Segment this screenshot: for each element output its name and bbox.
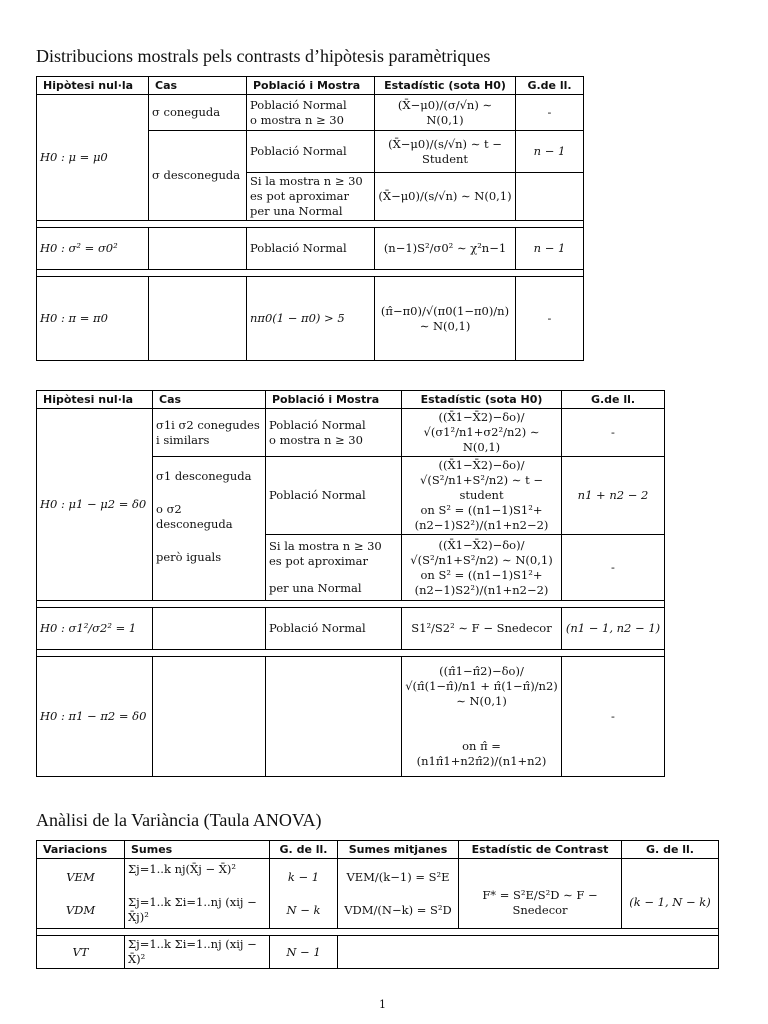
estadistic-chi2: (n−1)S²/σ0² ∼ χ²n−1: [375, 228, 516, 270]
cas-empty-2: [149, 228, 247, 270]
header-hipotesi-2: Hipòtesi nul·la: [37, 391, 153, 409]
header-gl-anova-2: G. de ll.: [622, 841, 719, 859]
header-cas-2: Cas: [153, 391, 266, 409]
sumes-vem-vdm: Σj=1..k nj(X̄j − X̄)² Σj=1..k Σi=1..nj (xij − X̄j)²: [125, 859, 270, 929]
gl-dash-2c: -: [562, 535, 665, 601]
poblacio-normal-2a: Població Normal o mostra n ≥ 30: [266, 409, 402, 457]
estadistic-z-approx: (X̄−μ0)/(s/√n) ∼ N(0,1): [375, 173, 516, 221]
header-estadistic: Estadístic (sota H0): [375, 77, 516, 95]
poblacio-normal-2b: Població Normal: [266, 457, 402, 535]
cas-sigmes-conegudes: σ1i σ2 conegudes i similars: [153, 409, 266, 457]
mitjanes-vem-vdm: VEM/(k−1) = S²E VDM/(N−k) = S²D: [338, 859, 459, 929]
header-cas: Cas: [149, 77, 247, 95]
header-gl-anova: G. de ll.: [270, 841, 338, 859]
gl-chi2: n − 1: [516, 228, 584, 270]
gl-f-anova: (k − 1, N − k): [622, 859, 719, 929]
gl-dash-1: -: [516, 95, 584, 131]
poblacio-normal-ratio: Població Normal: [266, 608, 402, 650]
h0-sigma: H0 : σ² = σ0²: [37, 228, 149, 270]
estadistic-proporcio: (π̂−π0)/√(π0(1−π0)/n) ∼ N(0,1): [375, 277, 516, 361]
mostra-gran-2: Si la mostra n ≥ 30 es pot aproximar per una Normal: [266, 535, 402, 601]
gl-dash-3: -: [516, 277, 584, 361]
poblacio-normal-1: Població Normal o mostra n ≥ 30: [247, 95, 375, 131]
gl-dash-2a: -: [562, 409, 665, 457]
estadistic-f: S1²/S2² ∼ F − Snedecor: [402, 608, 562, 650]
header-estadistic-2: Estadístic (sota H0): [402, 391, 562, 409]
cas-sigmes-desconegudes: σ1 desconeguda o σ2 desconeguda però iguals: [153, 457, 266, 601]
header-gl-2: G.de ll.: [562, 391, 665, 409]
gl-n1-n2: n1 + n2 − 2: [562, 457, 665, 535]
h0-variance-ratio: H0 : σ1²/σ2² = 1: [37, 608, 153, 650]
mostra-gran: Si la mostra n ≥ 30 es pot aproximar per una Normal: [247, 173, 375, 221]
gl-dash-t3: -: [562, 657, 665, 777]
row-labels-vem-vdm: VEM VDM: [37, 859, 125, 929]
poblacio-normal-var: Població Normal: [247, 228, 375, 270]
header-gl: G.de ll.: [516, 77, 584, 95]
table-anova: [36, 840, 719, 969]
row-label-vt: VT: [37, 936, 125, 969]
gl-vem-vdm: k − 1 N − k: [270, 859, 338, 929]
cas-sigma-coneguda: σ coneguda: [149, 95, 247, 131]
estadistic-t-diff: ((X̄1−X̄2)−δo)/√(S²/n1+S²/n2) ∼ t − student on S² = ((n1−1)S1²+(n2−1)S2²)/(n1+n2−2): [402, 457, 562, 535]
cas-empty-t2: [153, 608, 266, 650]
vt-empty: [338, 936, 719, 969]
poblacio-normal-2: Població Normal: [247, 131, 375, 173]
estadistic-z: (X̄−μ0)/(σ/√n) ∼ N(0,1): [375, 95, 516, 131]
gl-f: (n1 − 1, n2 − 1): [562, 608, 665, 650]
gl-empty: [516, 173, 584, 221]
h0-pi: H0 : π = π0: [37, 277, 149, 361]
section-title-anova: Anàlisi de la Variància (Taula ANOVA): [36, 810, 322, 830]
cas-empty-3: [149, 277, 247, 361]
estadistic-f-anova: F* = S²E/S²D ∼ F − Snedecor: [459, 859, 622, 929]
sumes-vt: Σj=1..k Σi=1..nj (xij − X̄)²: [125, 936, 270, 969]
table-two-sample: [36, 390, 665, 777]
header-hipotesi: Hipòtesi nul·la: [37, 77, 149, 95]
pm-empty-t3: [266, 657, 402, 777]
header-variacions: Variacions: [37, 841, 125, 859]
estadistic-prop-diff: ((π̂1−π̂2)−δo)/√(π̂(1−π̂)/n1 + π̂(1−π̂)/n2) ∼ N(0,1) on π̂ = (n1π̂1+n2π̂2)/(n1+n2): [402, 657, 562, 777]
section-title-distribucions: Distribucions mostrals pels contrasts d’hipòtesis paramètriques: [36, 46, 491, 66]
header-poblacio-2: Població i Mostra: [266, 391, 402, 409]
cas-sigma-desconeguda: σ desconeguda: [149, 131, 247, 221]
h0-pi-diff: H0 : π1 − π2 = δ0: [37, 657, 153, 777]
header-estadistic-contrast: Estadístic de Contrast: [459, 841, 622, 859]
h0-mu-diff: H0 : μ1 − μ2 = δ0: [37, 409, 153, 601]
page-number: 1: [379, 998, 386, 1011]
cas-empty-t3: [153, 657, 266, 777]
condicio-proporcio: nπ0(1 − π0) > 5: [247, 277, 375, 361]
header-sumes-mitjanes: Sumes mitjanes: [338, 841, 459, 859]
gl-n-1: n − 1: [516, 131, 584, 173]
table-one-sample: [36, 76, 584, 361]
gl-vt: N − 1: [270, 936, 338, 969]
header-poblacio: Població i Mostra: [247, 77, 375, 95]
estadistic-z-approx-diff: ((X̄1−X̄2)−δo)/√(S²/n1+S²/n2) ∼ N(0,1) on S² = ((n1−1)S1²+(n2−1)S2²)/(n1+n2−2): [402, 535, 562, 601]
h0-mu: H0 : μ = μ0: [37, 95, 149, 221]
estadistic-z-diff: ((X̄1−X̄2)−δo)/√(σ1²/n1+σ2²/n2) ∼ N(0,1): [402, 409, 562, 457]
estadistic-t: (X̄−μ0)/(s/√n) ∼ t − Student: [375, 131, 516, 173]
header-sumes: Sumes: [125, 841, 270, 859]
